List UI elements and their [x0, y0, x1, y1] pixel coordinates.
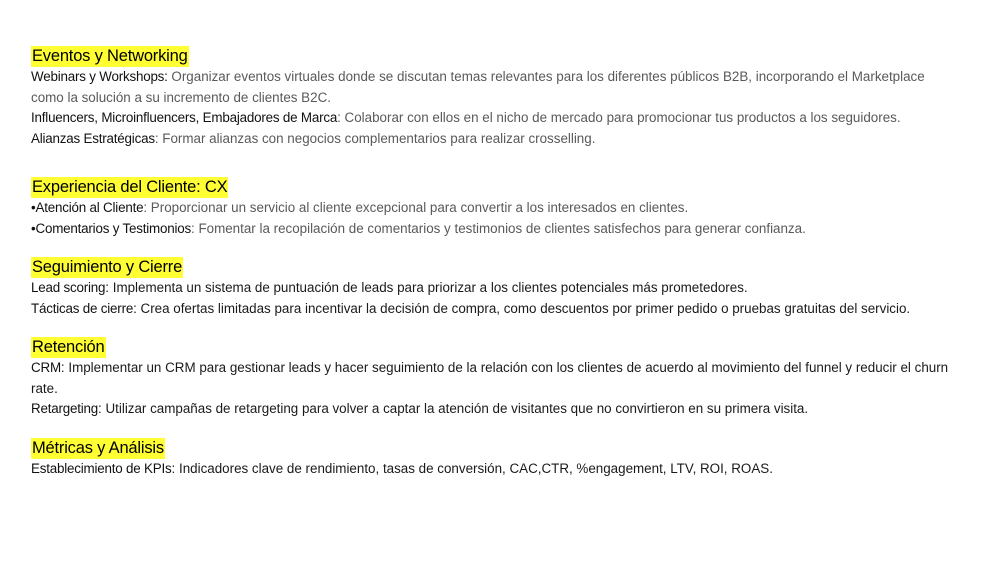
section-heading: Seguimiento y Cierre	[32, 258, 183, 276]
section-retencion	[31, 337, 951, 420]
section-heading: Experiencia del Cliente: CX	[32, 178, 228, 196]
item-term: Alianzas Estratégicas	[31, 130, 155, 146]
item-term: Retargeting	[31, 401, 99, 416]
item-description: Organizar eventos virtuales donde se discutan temas relevantes para los diferentes públicos B2B, incorporando el Marketplace como la solución a su incremento de clientes B2C.	[31, 69, 925, 105]
list-item	[31, 459, 951, 480]
section-eventos-networking	[31, 46, 951, 149]
list-item	[31, 278, 951, 299]
item-term: CRM	[31, 360, 61, 375]
list-item	[31, 129, 951, 150]
item-term: Establecimiento de KPIs	[31, 460, 172, 476]
section-experiencia-cliente	[31, 177, 951, 239]
item-term: Influencers, Microinfluencers, Embajadores de Marca	[31, 110, 338, 125]
list-item	[31, 219, 951, 240]
item-description: : Implementa un sistema de puntuación de leads para priorizar a los clientes potenciales más prometedores.	[105, 280, 748, 295]
item-description: : Colaborar con ellos en el nicho de mercado para promocionar tus productos a los seguidores.	[337, 110, 901, 125]
item-description: : Indicadores clave de rendimiento, tasas de conversión, CAC,CTR, %engagement, LTV, ROI, ROAS.	[171, 460, 773, 476]
section-heading: Retención	[32, 338, 105, 356]
section-seguimiento-cierre	[31, 257, 951, 319]
item-description: : Implementar un CRM para gestionar leads y hacer seguimiento de la relación con los clientes de acuerdo al movimiento del funnel y reducir el churn rate.	[31, 360, 949, 396]
item-description: : Formar alianzas con negocios complementarios para realizar crosselling.	[154, 130, 596, 146]
item-term: Webinars y Workshops:	[31, 69, 168, 84]
item-term: Tácticas de cierre	[31, 300, 134, 316]
list-item	[31, 358, 951, 399]
list-item	[31, 67, 951, 108]
item-description: : Proporcionar un servicio al cliente excepcional para convertir a los interesados en clientes.	[143, 200, 689, 215]
list-item	[31, 399, 951, 420]
item-term: •Comentarios y Testimonios	[31, 220, 191, 236]
list-item	[31, 299, 951, 320]
section-heading: Métricas y Análisis	[32, 438, 164, 457]
slide-content	[31, 46, 951, 479]
list-item	[31, 198, 951, 219]
item-description: : Utilizar campañas de retargeting para volver a captar la atención de visitantes que no convirtieron en su primera visita.	[98, 401, 809, 416]
item-description: : Crea ofertas limitadas para incentivar la decisión de compra, como descuentos por primer pedido o pruebas gratuitas del servicio.	[133, 300, 911, 316]
item-description: : Fomentar la recopilación de comentarios y testimonios de clientes satisfechos para generar confianza.	[191, 220, 806, 236]
section-metricas-analisis	[31, 438, 951, 480]
item-term: Lead scoring	[31, 280, 106, 295]
item-term: •Atención al Cliente	[31, 200, 144, 215]
list-item	[31, 108, 951, 129]
section-heading: Eventos y Networking	[32, 47, 188, 65]
